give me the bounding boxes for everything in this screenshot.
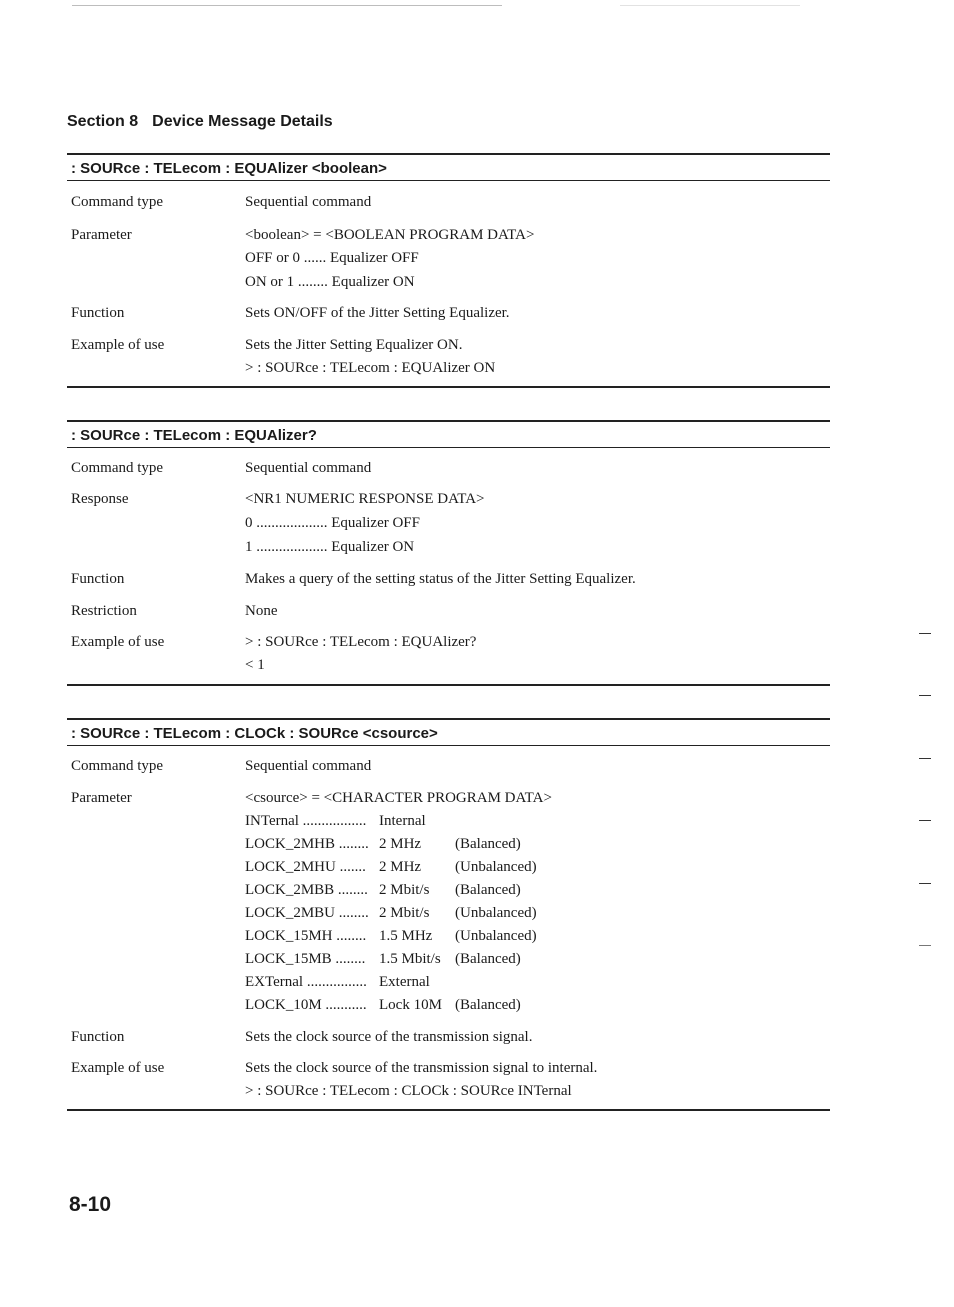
- parameter-definition: <csource> = <CHARACTER PROGRAM DATA>: [245, 790, 552, 806]
- example-line: Sets the clock source of the transmission signal to internal.: [245, 1060, 598, 1076]
- command-type-label: Command type: [71, 194, 164, 210]
- example-line: > : SOURce : TELecom : CLOCk : SOURce INTernal: [245, 1083, 572, 1099]
- option-name: EXTernal ................: [245, 974, 367, 990]
- command-type-label: Command type: [71, 460, 164, 476]
- function-value: Makes a query of the setting status of the Jitter Setting Equalizer.: [245, 571, 636, 587]
- command-title: : SOURce : TELecom : EQUAlizer <boolean>: [71, 160, 387, 177]
- option-name: LOCK_10M ...........: [245, 997, 367, 1013]
- response-label: Response: [71, 491, 129, 507]
- option-value: 2 MHz: [379, 859, 422, 875]
- section-heading: [67, 113, 333, 131]
- option-value: Lock 10M: [379, 997, 442, 1013]
- option-name: LOCK_15MH ........: [245, 928, 367, 944]
- margin-tick: [919, 883, 931, 884]
- command-block-equalizer-set: : SOURce : TELecom : EQUAlizer <boolean> Command type Sequential command Parameter <boolean> = <BOOLEAN PROGRAM DATA> OFF or 0 ...... Equalizer OFF ON or 1 ........ Equalizer ON Function Sets ON/OFF of the Jitter Setting Equalizer. Example of use Sets the Jitter Setting Equalizer ON. > : SOURce : TELecom : EQUAlizer ON: [67, 153, 830, 389]
- function-value: Sets ON/OFF of the Jitter Setting Equalizer.: [245, 305, 510, 321]
- option-name: INTernal .................: [245, 813, 367, 829]
- parameter-label: Parameter: [71, 790, 132, 806]
- option-value: 1.5 MHz: [379, 928, 433, 944]
- option-note: (Unbalanced): [455, 928, 537, 944]
- section-number: Section 8: [67, 113, 139, 130]
- function-value: Sets the clock source of the transmission signal.: [245, 1029, 533, 1045]
- parameter-label: Parameter: [71, 227, 132, 243]
- option-value: Internal: [379, 813, 426, 829]
- option-note: (Balanced): [455, 882, 521, 898]
- option-name: LOCK_2MBB ........: [245, 882, 368, 898]
- option-name: LOCK_15MB ........: [245, 951, 366, 967]
- block-bottom-rule: [67, 1109, 830, 1111]
- scan-top-rule-right: [620, 5, 800, 6]
- section-title: Device Message Details: [152, 113, 333, 130]
- block-bottom-rule: [67, 684, 830, 686]
- option-note: (Unbalanced): [455, 859, 537, 875]
- function-label: Function: [71, 571, 125, 587]
- option-value: 2 MHz: [379, 836, 422, 852]
- margin-tick: [919, 695, 931, 696]
- function-label: Function: [71, 305, 125, 321]
- command-type-value: Sequential command: [245, 460, 372, 476]
- command-block-clock-source: [67, 718, 830, 1114]
- margin-tick: [919, 758, 931, 759]
- command-block-equalizer-query: : SOURce : TELecom : EQUAlizer? Command type Sequential command Response <NR1 NUMERIC RESPONSE DATA> 0 ................... Equalizer OFF 1 ................... Equalizer ON Function Makes a query of the setting status of the Jitter Setting Equalizer. Restriction None Example of use > : SOURce : TELecom : EQUAlizer? < 1: [67, 420, 830, 688]
- example-line: > : SOURce : TELecom : EQUAlizer ON: [245, 360, 496, 376]
- example-line: < 1: [245, 657, 265, 673]
- block-title-rule: [67, 447, 830, 448]
- function-label: Function: [71, 1029, 125, 1045]
- block-bottom-rule: [67, 386, 830, 388]
- example-label: Example of use: [71, 634, 165, 650]
- block-title-rule: [67, 180, 830, 181]
- command-type-value: Sequential command: [245, 758, 372, 774]
- option-note: (Balanced): [455, 951, 521, 967]
- example-label: Example of use: [71, 1060, 165, 1076]
- option-value: 2 Mbit/s: [379, 905, 430, 921]
- command-title: : SOURce : TELecom : EQUAlizer?: [71, 427, 317, 444]
- command-type-value: Sequential command: [245, 194, 372, 210]
- margin-tick: [919, 633, 931, 634]
- margin-tick: [919, 820, 931, 821]
- parameter-definition: <boolean> = <BOOLEAN PROGRAM DATA>: [245, 227, 535, 243]
- restriction-value: None: [245, 603, 278, 619]
- option-value: 1.5 Mbit/s: [379, 951, 441, 967]
- option-name: LOCK_2MBU ........: [245, 905, 369, 921]
- example-label: Example of use: [71, 337, 165, 353]
- page-number: 8-10: [69, 1193, 112, 1216]
- command-type-label: Command type: [71, 758, 164, 774]
- restriction-label: Restriction: [71, 603, 137, 619]
- option-name: LOCK_2MHU .......: [245, 859, 366, 875]
- option-note: (Balanced): [455, 836, 521, 852]
- scan-top-rule: [72, 5, 502, 6]
- block-title-rule: [67, 745, 830, 746]
- option-name: LOCK_2MHB ........: [245, 836, 369, 852]
- response-definition: <NR1 NUMERIC RESPONSE DATA>: [245, 491, 485, 507]
- option-value: 2 Mbit/s: [379, 882, 430, 898]
- command-title: : SOURce : TELecom : CLOCk : SOURce <csource>: [71, 725, 438, 742]
- option-note: (Balanced): [455, 997, 521, 1013]
- option-value: External: [379, 974, 430, 990]
- margin-tick: [919, 945, 931, 946]
- example-line: > : SOURce : TELecom : EQUAlizer?: [245, 634, 477, 650]
- option-note: (Unbalanced): [455, 905, 537, 921]
- example-line: Sets the Jitter Setting Equalizer ON.: [245, 337, 463, 353]
